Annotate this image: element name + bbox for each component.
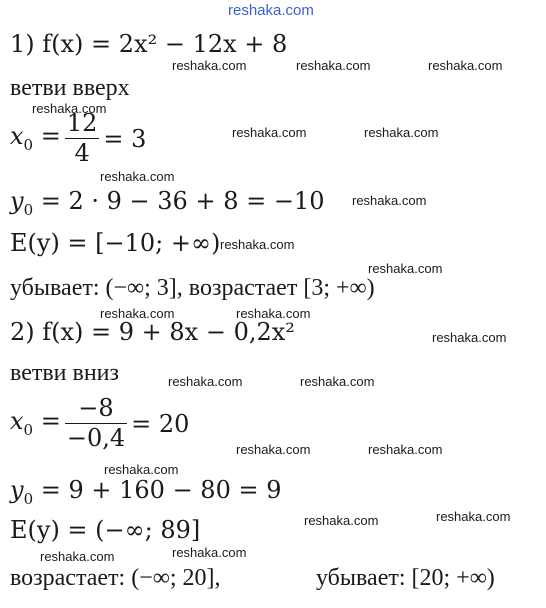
- watermark: reshaka.com: [100, 306, 175, 321]
- part1-vertex-y: $y_0 = 2 \cdot 9 - 36 + 8 = -10$: [10, 187, 325, 219]
- part2-function: 2) f(x) = 9 + 8x − 0,2x²: [10, 318, 295, 346]
- watermark: reshaka.com: [436, 509, 511, 524]
- part1-branches: ветви вверх: [10, 75, 130, 101]
- watermark: reshaka.com: [100, 169, 175, 184]
- part2-vertex-x: $x_0$ = $\frac{-8}{-0,4}$ = 20: [10, 394, 190, 453]
- part1-monotonic: убывает: (−∞; 3], возрастает [3; +∞): [10, 275, 375, 301]
- watermark: reshaka.com: [352, 193, 427, 208]
- watermark: reshaka.com: [364, 125, 439, 140]
- part2-branches: ветви вниз: [10, 360, 120, 386]
- watermark: reshaka.com: [172, 58, 247, 73]
- watermark: reshaka.com: [300, 374, 375, 389]
- watermark: reshaka.com: [168, 374, 243, 389]
- part1-x0-fraction: $\frac{12}{4}$: [66, 109, 98, 168]
- part2-vertex-y: $y_0 = 9 + 160 - 80 = 9$: [10, 476, 282, 508]
- watermark: reshaka.com: [368, 442, 443, 457]
- watermark: reshaka.com: [32, 101, 107, 116]
- part1-range: E(y) = [−10; +∞): [10, 229, 221, 257]
- watermark: reshaka.com: [236, 306, 311, 321]
- part1-vertex-x: $x_0$ = $\frac{12}{4}$ = 3: [10, 109, 147, 168]
- watermark: reshaka.com: [236, 442, 311, 457]
- part2-x0-fraction: $\frac{-8}{-0,4}$: [66, 394, 126, 453]
- watermark: reshaka.com: [220, 237, 295, 252]
- watermark: reshaka.com: [296, 58, 371, 73]
- part2-increasing: возрастает: (−∞; 20],: [10, 565, 221, 591]
- watermark: reshaka.com: [432, 330, 507, 345]
- watermark: reshaka.com: [172, 545, 247, 560]
- part2-range: E(y) = (−∞; 89]: [10, 516, 201, 544]
- watermark: reshaka.com: [104, 462, 179, 477]
- part1-function: 1) f(x) = 2x² − 12x + 8: [10, 30, 288, 58]
- watermark-top: reshaka.com: [228, 2, 314, 19]
- part2-decreasing: убывает: [20; +∞): [316, 565, 495, 591]
- watermark: reshaka.com: [304, 513, 379, 528]
- watermark: reshaka.com: [232, 125, 307, 140]
- watermark: reshaka.com: [368, 261, 443, 276]
- watermark: reshaka.com: [40, 549, 115, 564]
- watermark: reshaka.com: [428, 58, 503, 73]
